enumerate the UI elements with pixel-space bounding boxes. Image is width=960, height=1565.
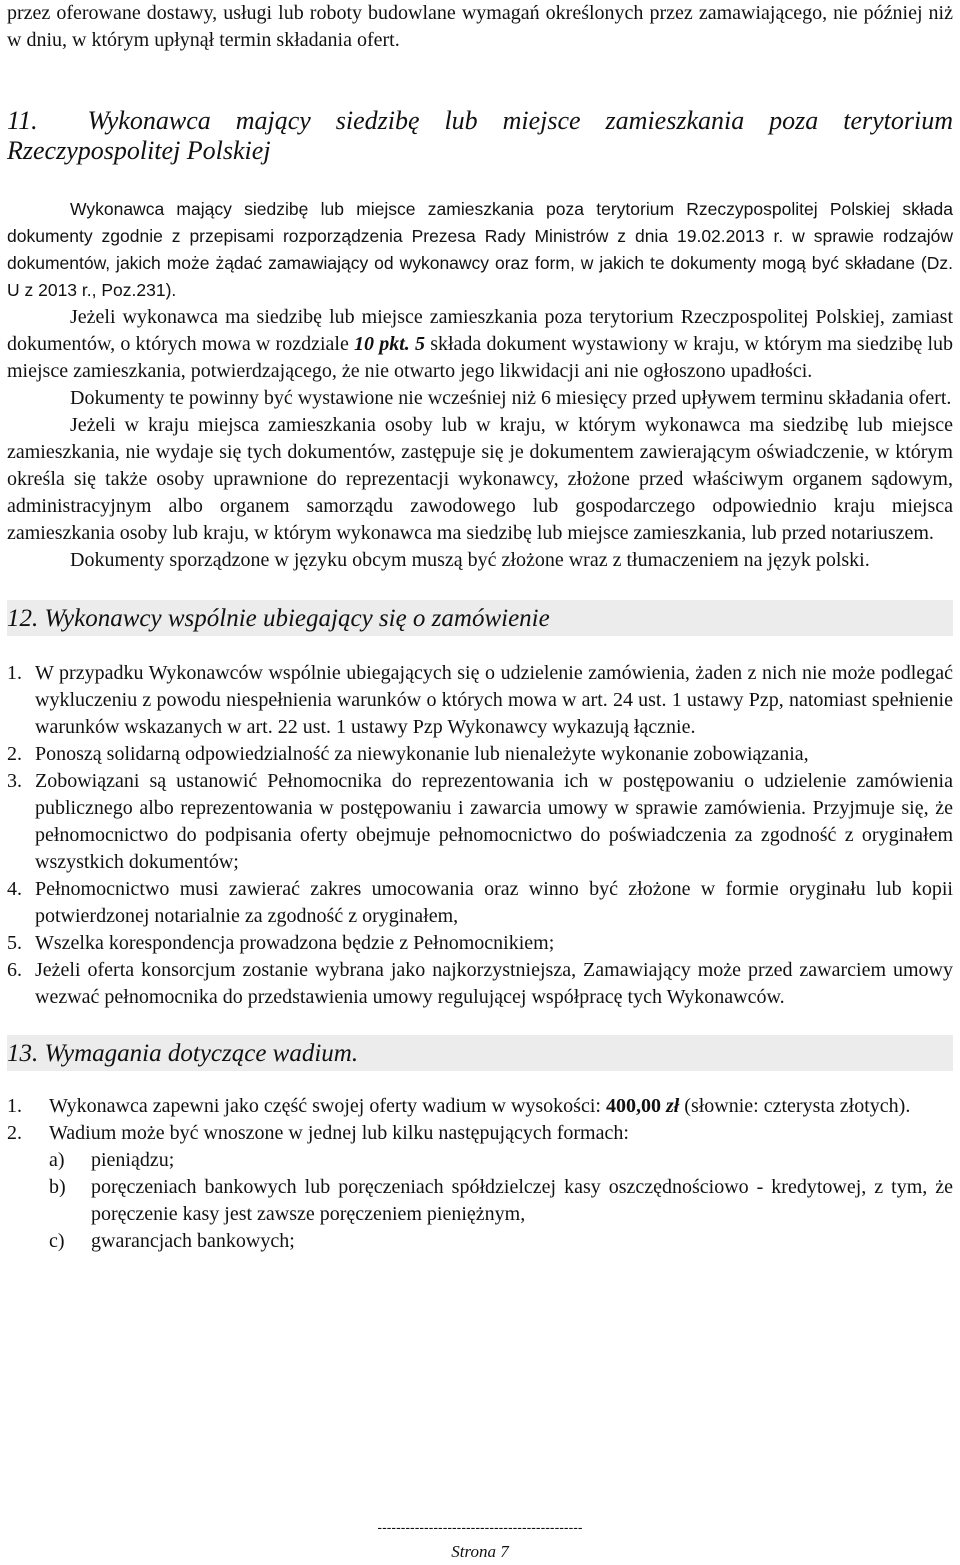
deposit-forms-list	[49, 1147, 953, 1255]
list-text: poręczeniach bankowych lub poręczeniach spółdzielczej kasy oszczędnościowo - kredytowej, z tym, że poręczenie kasy jest zawsze poręczeniem pieniężnym,	[91, 1176, 953, 1225]
section-11-paragraph-3: Dokumenty te powinny być wystawione nie wcześniej niż 6 miesięcy przed upływem terminu składania ofert.	[70, 387, 952, 409]
list-item	[7, 768, 953, 876]
list-letter: b)	[49, 1176, 66, 1198]
list-item	[7, 660, 953, 741]
list-text: Wadium może być wnoszone w jednej lub kilku następujących formach:	[49, 1122, 629, 1144]
chapter-reference: 10 pkt.	[354, 333, 410, 355]
list-number: 2.	[7, 743, 22, 765]
section-11-heading	[7, 106, 953, 166]
point-reference: 5	[415, 333, 425, 355]
section-12-heading: 12. Wykonawcy wspólnie ubiegający się o zamówienie	[7, 600, 953, 636]
list-item	[7, 741, 953, 768]
list-item	[7, 876, 953, 930]
list-number: 1.	[7, 662, 22, 684]
deposit-amount: 400,00	[605, 1095, 666, 1117]
page-number: Strona 7	[451, 1542, 509, 1561]
list-item	[49, 1228, 953, 1255]
list-item	[7, 930, 953, 957]
list-text: gwarancjach bankowych;	[91, 1230, 295, 1252]
list-text: Jeżeli oferta konsorcjum zostanie wybrana jako najkorzystniejsza, Zamawiający może przed zawarciem umowy wezwać pełnomocnika do przedstawienia umowy regulującej współpracę tych Wykonawców.	[35, 959, 953, 1008]
footer-rule: --------------------------------------------	[377, 1519, 583, 1535]
list-item	[7, 957, 953, 1011]
list-text: W przypadku Wykonawców wspólnie ubiegających się o udzielenie zamówienia, żaden z nich nie może podlegać wykluczeniu z powodu niespełnienia warunków o których mowa w art. 24 ust. 1 ustawy Pzp, natomiast spełnienie warunków wskazanych w art. 22 ust. 1 ustawy Pzp Wykonawcy wykazują łącznie.	[35, 662, 953, 738]
list-text: pieniądzu;	[91, 1149, 175, 1171]
list-number: 3.	[7, 770, 22, 792]
list-number: 4.	[7, 878, 22, 900]
section-11-body	[7, 196, 953, 304]
list-number: 2.	[7, 1122, 22, 1144]
list-item	[49, 1147, 953, 1174]
list-text: Wszelka korespondencja prowadzona będzie z Pełnomocnikiem;	[35, 932, 555, 954]
paragraph-text: składa dokument wystawiony w kraju, w którym ma siedzibę lub miejsce zamieszkania, potwierdzającego, że nie otwarto jego likwidacji ani nie ogłoszono upadłości.	[7, 333, 954, 382]
section-11-title: Wykonawca mający siedzibę lub miejsce zamieszkania poza terytorium Rzeczypospolitej Polskiej	[7, 106, 953, 165]
list-number: 5.	[7, 932, 22, 954]
list-item	[7, 1120, 953, 1255]
list-text: Wykonawca zapewni jako część swojej oferty wadium w wysokości:	[49, 1095, 606, 1117]
list-item	[7, 1093, 953, 1120]
paragraph-text: Jeżeli wykonawca ma siedzibę lub miejsce zamieszkania poza terytorium Rzeczpospolitej Polskiej, zamiast dokumentów, o których mowa w rozdziale	[7, 306, 953, 355]
list-number: 1.	[7, 1095, 22, 1117]
document-page	[7, 0, 954, 1561]
list-letter: c)	[49, 1230, 65, 1252]
currency: zł	[665, 1095, 680, 1117]
section-11-paragraph-5: Dokumenty sporządzone w języku obcym muszą być złożone wraz z tłumaczeniem na język polski.	[70, 549, 870, 571]
section-13-heading: 13. Wymagania dotyczące wadium.	[7, 1035, 953, 1071]
continuation-text: przez oferowane dostawy, usługi lub roboty budowlane wymagań określonych przez zamawiającego, nie później niż w dniu, w którym upłynął termin składania ofert.	[7, 2, 953, 51]
list-number: 6.	[7, 959, 22, 981]
list-text: Zobowiązani są ustanowić Pełnomocnika do reprezentowania ich w postępowaniu o udzielenie zamówienia publicznego albo reprezentowania w postępowaniu i zawarcia umowy w sprawie zamówienia. Przyjmuje się, że pełnomocnictwo do podpisania oferty obejmuje pełnomocnictwo do poświadczenia za zgodność z oryginałem wszystkich dokumentów;	[35, 770, 953, 873]
section-11-paragraph-2	[7, 304, 953, 385]
section-13-list	[7, 1093, 953, 1255]
list-letter: a)	[49, 1149, 65, 1171]
list-text: Ponoszą solidarną odpowiedzialność za niewykonanie lub nienależyte wykonanie zobowiązania,	[35, 743, 809, 765]
list-text: (słownie: czterysta złotych).	[679, 1095, 911, 1117]
list-text: Pełnomocnictwo musi zawierać zakres umocowania oraz winno być złożone w formie oryginału lub kopii potwierdzonej notarialnie za zgodność z oryginałem,	[35, 878, 953, 927]
section-12-list	[7, 660, 953, 1011]
list-item	[49, 1174, 953, 1228]
section-11-number: 11.	[7, 106, 38, 135]
section-11-paragraph-1: Wykonawca mający siedzibę lub miejsce zamieszkania poza terytorium Rzeczypospolitej Polskiej składa dokumenty zgodnie z przepisami rozporządzenia Prezesa Rady Ministrów z dnia 19.02.2013 r. w sprawie rodzajów dokumentów, jakich może żądać zamawiający od wykonawcy oraz form, w jakich te dokumenty mogą być składane (Dz. U z 2013 r., Poz.231).	[7, 199, 953, 300]
section-11-paragraph-4: Jeżeli w kraju miejsca zamieszkania osoby lub w kraju, w którym wykonawca ma siedzibę lub miejsce zamieszkania, nie wydaje się tych dokumentów, zastępuje się je dokumentem zawierającym oświadczenie, w którym określa się także osoby uprawnione do reprezentacji wykonawcy, złożone przed właściwym organem sądowym, administracyjnym albo organem samorządu zawodowego lub gospodarczego odpowiednio kraju miejsca zamieszkania osoby lub kraju, w którym wykonawca ma siedzibę lub miejsce zamieszkania, lub przed notariuszem.	[7, 414, 953, 544]
